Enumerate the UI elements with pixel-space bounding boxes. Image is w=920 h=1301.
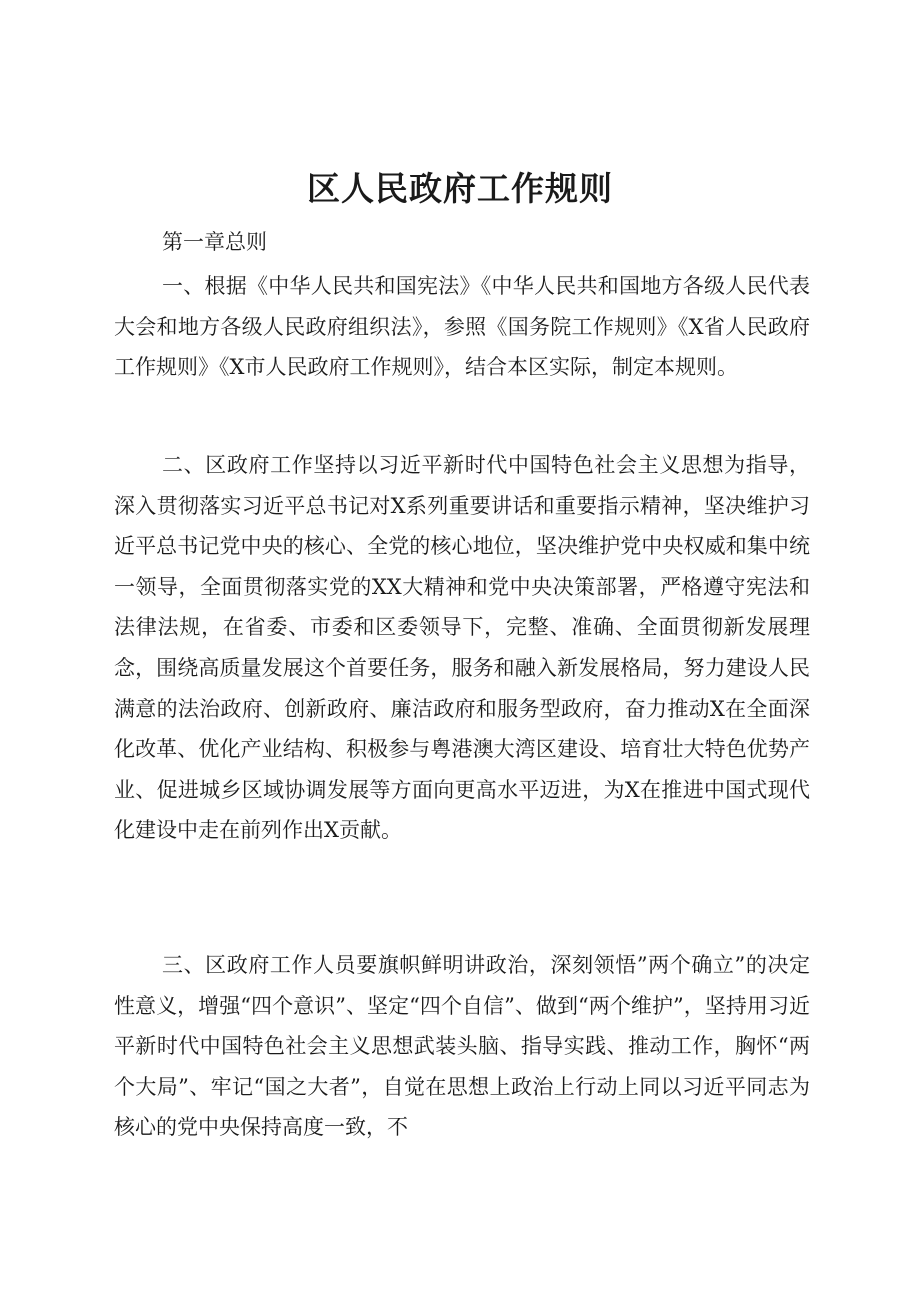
- paragraph-1: 一、根据《中华人民共和国宪法》《中华人民共和国地方各级人民代表大会和地方各级人民政府组织法》，参照《国务院工作规则》《X省人民政府工作规则》《X市人民政府工作规则》，结合本区实际，制定本规则。: [114, 274, 810, 380]
- paragraph-2: 二、区政府工作坚持以习近平新时代中国特色社会主义思想为指导，深入贯彻落实习近平总书记对X系列重要讲话和重要指示精神，坚决维护习近平总书记党中央的核心、全党的核心地位，坚决维护党中央权威和集中统一领导，全面贯彻落实党的XX大精神和党中央决策部署，严格遵守宪法和法律法规，在省委、市委和区委领导下，完整、准确、全面贯彻新发展理念，围绕高质量发展这个首要任务，服务和融入新发展格局，努力建设人民满意的法治政府、创新政府、廉洁政府和服务型政府，奋力推动X在全面深化改革、优化产业结构、积极参与粤港澳大湾区建设、培育壮大特色优势产业、促进城乡区域协调发展等方面向更高水平迈进，为X在推进中国式现代化建设中走在前列作出X贡献。: [114, 453, 810, 843]
- paragraph-3: 三、区政府工作人员要旗帜鲜明讲政治，深刻领悟”两个确立”的决定性意义，增强“四个意识”、坚定“四个自信”、做到“两个维护”，坚持用习近平新时代中国特色社会主义思想武装头脑、指导实践、推动工作，胸怀“两个大局”、牢记“国之大者”，自觉在思想上政治上行动上同以习近平同志为核心的党中央保持高度一致，不: [114, 953, 810, 1140]
- document-title: 区人民政府工作规则: [307, 169, 613, 208]
- chapter-heading: 第一章总则: [162, 230, 267, 254]
